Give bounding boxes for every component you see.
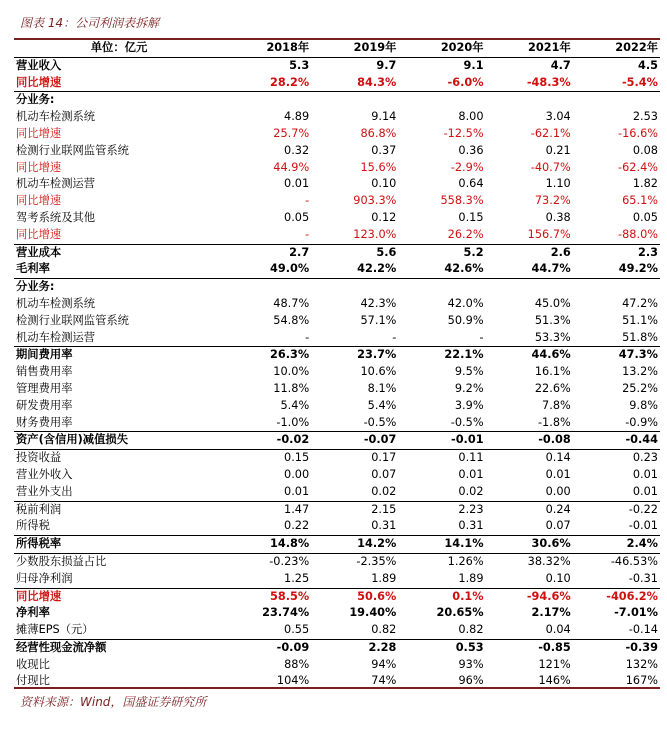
row-value: 58.5%: [224, 588, 311, 605]
row-value: [398, 92, 485, 109]
row-value: 73.2%: [534, 194, 571, 208]
row-value: 0.15: [458, 210, 484, 224]
table-row: [14, 518, 660, 535]
row-value: 10.6%: [360, 365, 397, 379]
row-value: 16.1%: [534, 365, 571, 379]
row-value: [486, 92, 573, 109]
row-value: 0.15: [224, 450, 311, 467]
row-value: 57.1%: [360, 313, 397, 327]
row-value: 0.01: [458, 467, 484, 481]
row-value: 156.7%: [527, 227, 571, 241]
table-row: [14, 657, 660, 674]
row-value: -1.0%: [276, 415, 310, 429]
row-value: 4.89: [284, 110, 310, 124]
table-row: [14, 227, 660, 244]
table-row: [14, 126, 660, 143]
row-label: 所得税: [16, 519, 50, 533]
table-row: [14, 143, 660, 160]
row-value: 104%: [276, 674, 310, 688]
row-value: 84.3%: [357, 75, 397, 89]
row-label: 机动车检测系统: [16, 110, 96, 124]
table-row: [14, 75, 660, 92]
row-label: 摊薄EPS（元）: [16, 623, 94, 637]
row-value: 0.05: [632, 210, 658, 224]
table-row: [14, 244, 660, 261]
row-value: -0.02: [224, 432, 311, 450]
row-value: 14.1%: [398, 536, 485, 554]
source-note: 资料来源：Wind，国盛证券研究所: [20, 695, 207, 709]
row-value: 0.53: [398, 639, 485, 656]
table-row: [14, 364, 660, 381]
row-value: 0.24: [486, 501, 573, 518]
row-value: 23.74%: [262, 606, 310, 620]
row-value: 9.7: [376, 58, 397, 72]
row-value: 0.02: [371, 484, 397, 498]
row-value: 0.01: [545, 467, 571, 481]
row-label: 资产(含信用)减值损失: [14, 432, 224, 450]
row-value: 0.31: [371, 519, 397, 533]
table-row: [14, 450, 660, 467]
row-value: 123.0%: [353, 227, 397, 241]
row-value: -62.1%: [530, 126, 571, 140]
row-value: -48.3%: [526, 75, 571, 89]
row-label: 同比增速: [16, 160, 62, 174]
row-value: -0.14: [628, 623, 658, 637]
table-row: [14, 536, 660, 554]
row-value: -0.44: [573, 432, 660, 450]
row-value: -6.0%: [447, 75, 484, 89]
row-value: [311, 279, 398, 296]
row-value: -2.35%: [311, 553, 398, 570]
year-header: 2018年: [224, 40, 311, 57]
row-value: 48.7%: [273, 296, 310, 310]
row-label: 毛利率: [16, 262, 50, 276]
row-value: 0.01: [284, 177, 310, 191]
row-value: -: [305, 194, 310, 208]
row-value: 0.38: [545, 210, 571, 224]
row-value: 2.15: [311, 501, 398, 518]
row-label: 期间费用率: [14, 347, 224, 364]
row-value: 2.7: [224, 244, 311, 261]
row-value: 51.1%: [622, 313, 658, 327]
row-value: 0.22: [284, 519, 310, 533]
row-value: 42.2%: [357, 262, 397, 276]
table-body: [14, 57, 660, 690]
row-label: 机动车检测运营: [16, 177, 96, 191]
row-value: 49.2%: [618, 262, 658, 276]
row-value: 9.5%: [454, 365, 484, 379]
table-row: [14, 57, 660, 74]
row-value: -62.4%: [618, 160, 658, 174]
row-value: 22.1%: [398, 347, 485, 364]
row-value: -0.08: [486, 432, 573, 450]
row-label: 营业收入: [16, 58, 62, 72]
row-value: 42.6%: [444, 262, 484, 276]
row-value: -88.0%: [618, 227, 658, 241]
row-value: 0.17: [311, 450, 398, 467]
row-label: 研发费用率: [16, 398, 73, 412]
row-value: 2.17%: [531, 606, 571, 620]
row-value: -0.5%: [363, 415, 397, 429]
row-value: 2.28: [311, 639, 398, 656]
row-label: 机动车检测系统: [16, 296, 96, 310]
bottom-rule: [14, 687, 660, 689]
table-row: [14, 313, 660, 330]
row-value: 10.0%: [273, 365, 310, 379]
row-value: 26.2%: [447, 227, 484, 241]
row-value: 30.6%: [486, 536, 573, 554]
row-value: -0.31: [628, 571, 658, 585]
row-value: -94.6%: [486, 588, 573, 605]
row-value: 2.4%: [573, 536, 660, 554]
row-label: 检测行业联网监管系统: [16, 313, 129, 327]
row-value: 74%: [371, 674, 397, 688]
row-value: 0.07: [545, 519, 571, 533]
row-value: -0.07: [311, 432, 398, 450]
row-label: 同比增速: [16, 126, 62, 140]
table-row: [14, 467, 660, 484]
row-value: 0.64: [458, 177, 484, 191]
row-value: 38.32%: [486, 553, 573, 570]
row-value: 1.10: [545, 177, 571, 191]
row-value: 14.8%: [224, 536, 311, 554]
row-value: 9.14: [371, 110, 397, 124]
year-header: 2021年: [486, 40, 573, 57]
row-value: 0.14: [486, 450, 573, 467]
row-label: 销售费用率: [16, 365, 73, 379]
row-label: 营业外收入: [16, 467, 73, 481]
row-value: 3.04: [545, 110, 571, 124]
row-value: 20.65%: [436, 606, 484, 620]
row-label: 同比增速: [16, 227, 62, 241]
row-value: 0.12: [371, 210, 397, 224]
row-value: 1.47: [224, 501, 311, 518]
row-value: 3.9%: [454, 398, 484, 412]
table-row: [14, 398, 660, 415]
row-value: 44.6%: [486, 347, 573, 364]
row-value: 167%: [625, 674, 658, 688]
row-value: 14.2%: [311, 536, 398, 554]
table-row: [14, 109, 660, 126]
row-value: 0.55: [284, 623, 310, 637]
row-label: 同比增速: [14, 588, 224, 605]
table-row: [14, 432, 660, 450]
row-label: 同比增速: [16, 194, 62, 208]
row-label: 驾考系统及其他: [16, 210, 96, 224]
table-row: [14, 92, 660, 109]
unit-label: 单位：亿元: [14, 40, 224, 57]
row-value: 1.25: [284, 571, 310, 585]
row-value: 50.6%: [311, 588, 398, 605]
row-label: 检测行业联网监管系统: [16, 143, 129, 157]
row-label: 付现比: [16, 674, 50, 688]
table-row: [14, 639, 660, 656]
table-row: [14, 330, 660, 347]
table-row: [14, 279, 660, 296]
row-label: 净利率: [16, 606, 50, 620]
row-value: 54.8%: [273, 313, 310, 327]
row-label: 财务费用率: [16, 415, 73, 429]
row-value: -0.23%: [224, 553, 311, 570]
row-value: 0.21: [545, 143, 571, 157]
year-header: 2019年: [311, 40, 398, 57]
row-value: 0.10: [545, 571, 571, 585]
row-value: 5.6: [311, 244, 398, 261]
row-value: [573, 92, 660, 109]
row-value: 0.11: [398, 450, 485, 467]
row-value: 44.9%: [273, 160, 310, 174]
row-value: [224, 92, 311, 109]
row-label: 营业外支出: [16, 484, 73, 498]
row-value: 1.89: [371, 571, 397, 585]
row-value: -: [479, 330, 484, 344]
row-value: 86.8%: [360, 126, 397, 140]
row-value: 42.0%: [447, 296, 484, 310]
row-value: 15.6%: [360, 160, 397, 174]
row-value: 50.9%: [447, 313, 484, 327]
row-value: 5.4%: [280, 398, 310, 412]
row-value: -0.22: [573, 501, 660, 518]
row-value: 9.1: [463, 58, 484, 72]
row-value: 42.3%: [360, 296, 397, 310]
row-value: 5.2: [398, 244, 485, 261]
row-value: 8.1%: [367, 381, 397, 395]
row-value: 51.3%: [534, 313, 571, 327]
table-row: [14, 261, 660, 278]
row-value: 0.01: [632, 467, 658, 481]
row-label: 分业务:: [14, 279, 224, 296]
row-value: 558.3%: [440, 194, 484, 208]
row-value: 1.89: [458, 571, 484, 585]
figure-title: 图表 14：公司利润表拆解: [20, 16, 160, 30]
table-row: [14, 484, 660, 501]
row-value: -406.2%: [573, 588, 660, 605]
row-value: 0.32: [284, 143, 310, 157]
row-value: 22.6%: [534, 381, 571, 395]
row-label: 机动车检测运营: [16, 330, 96, 344]
table-row: [14, 160, 660, 177]
row-value: -: [305, 330, 310, 344]
row-value: 47.2%: [622, 296, 658, 310]
row-value: 51.8%: [622, 330, 658, 344]
row-value: 47.3%: [573, 347, 660, 364]
row-value: 0.31: [458, 519, 484, 533]
row-value: 26.3%: [224, 347, 311, 364]
table-row: [14, 622, 660, 639]
row-value: 53.3%: [534, 330, 571, 344]
row-value: 0.01: [632, 484, 658, 498]
row-value: [398, 279, 485, 296]
row-label: 营业成本: [14, 244, 224, 261]
row-value: -12.5%: [443, 126, 484, 140]
table-row: [14, 588, 660, 605]
row-value: -0.39: [573, 639, 660, 656]
row-value: -5.4%: [621, 75, 658, 89]
row-value: 88%: [284, 657, 310, 671]
row-value: -0.01: [398, 432, 485, 450]
year-header: 2022年: [573, 40, 660, 57]
row-value: 0.82: [458, 623, 484, 637]
table-row: [14, 347, 660, 364]
table-row: [14, 553, 660, 570]
row-value: 0.23: [573, 450, 660, 467]
row-value: 0.1%: [398, 588, 485, 605]
row-label: 收现比: [16, 657, 50, 671]
row-value: 11.8%: [273, 381, 310, 395]
row-value: 4.5: [637, 58, 658, 72]
table-row: [14, 571, 660, 588]
row-value: 23.7%: [311, 347, 398, 364]
row-value: 65.1%: [622, 194, 658, 208]
row-value: 2.6: [486, 244, 573, 261]
row-value: [573, 279, 660, 296]
income-statement-table: [14, 40, 660, 690]
row-value: [486, 279, 573, 296]
row-value: -0.85: [486, 639, 573, 656]
row-value: -0.09: [224, 639, 311, 656]
row-value: 0.00: [545, 484, 571, 498]
row-label: 税前利润: [14, 501, 224, 518]
row-value: 0.36: [458, 143, 484, 157]
table-row: [14, 415, 660, 432]
header-row: [14, 40, 660, 57]
row-value: 0.05: [284, 210, 310, 224]
row-value: 28.2%: [269, 75, 310, 89]
row-value: 9.8%: [629, 398, 658, 412]
row-value: 5.4%: [367, 398, 397, 412]
row-value: 903.3%: [353, 194, 397, 208]
table-row: [14, 193, 660, 210]
row-value: 7.8%: [542, 398, 571, 412]
row-value: 0.00: [284, 467, 310, 481]
row-value: 8.00: [458, 110, 484, 124]
row-label: 管理费用率: [16, 381, 73, 395]
row-value: 5.3: [289, 58, 310, 72]
row-label: 分业务:: [14, 92, 224, 109]
row-label: 同比增速: [16, 75, 62, 89]
row-value: 121%: [538, 657, 571, 671]
row-value: 0.01: [284, 484, 310, 498]
row-value: 19.40%: [349, 606, 397, 620]
row-label: 少数股东损益占比: [14, 553, 224, 570]
row-label: 投资收益: [14, 450, 224, 467]
row-label: 所得税率: [14, 536, 224, 554]
row-value: -0.01: [628, 519, 658, 533]
row-value: 0.82: [371, 623, 397, 637]
table-row: [14, 176, 660, 193]
row-value: 93%: [458, 657, 484, 671]
row-value: [311, 92, 398, 109]
row-value: -0.5%: [450, 415, 484, 429]
row-value: 2.3: [573, 244, 660, 261]
row-value: -16.6%: [618, 126, 658, 140]
row-value: 0.07: [371, 467, 397, 481]
row-value: 45.0%: [534, 296, 571, 310]
row-value: 1.82: [632, 177, 658, 191]
row-value: -40.7%: [530, 160, 571, 174]
row-value: 94%: [371, 657, 397, 671]
table-row: [14, 210, 660, 227]
row-value: 25.2%: [622, 381, 658, 395]
row-value: 0.04: [545, 623, 571, 637]
row-value: 0.10: [371, 177, 397, 191]
row-value: 0.02: [458, 484, 484, 498]
row-label: 归母净利润: [16, 571, 73, 585]
row-value: 132%: [625, 657, 658, 671]
table-row: [14, 605, 660, 622]
row-value: 13.2%: [622, 365, 658, 379]
row-value: 4.7: [550, 58, 571, 72]
table-row: [14, 501, 660, 518]
row-value: -2.9%: [450, 160, 484, 174]
row-value: 2.23: [398, 501, 485, 518]
row-value: -: [305, 227, 310, 241]
row-value: -1.8%: [537, 415, 571, 429]
table-row: [14, 296, 660, 313]
row-value: -0.9%: [625, 415, 658, 429]
row-value: 96%: [458, 674, 484, 688]
row-value: -: [392, 330, 397, 344]
row-value: -7.01%: [614, 606, 658, 620]
row-value: 44.7%: [531, 262, 571, 276]
year-header: 2020年: [398, 40, 485, 57]
row-value: 146%: [538, 674, 571, 688]
row-value: 9.2%: [454, 381, 484, 395]
row-value: 49.0%: [269, 262, 310, 276]
row-value: 0.08: [632, 143, 658, 157]
table-row: [14, 381, 660, 398]
row-value: [224, 279, 311, 296]
row-value: 0.37: [371, 143, 397, 157]
row-value: 25.7%: [273, 126, 310, 140]
row-value: -46.53%: [573, 553, 660, 570]
row-value: 1.26%: [398, 553, 485, 570]
row-value: 2.53: [632, 110, 658, 124]
row-label: 经营性现金流净额: [14, 639, 224, 656]
